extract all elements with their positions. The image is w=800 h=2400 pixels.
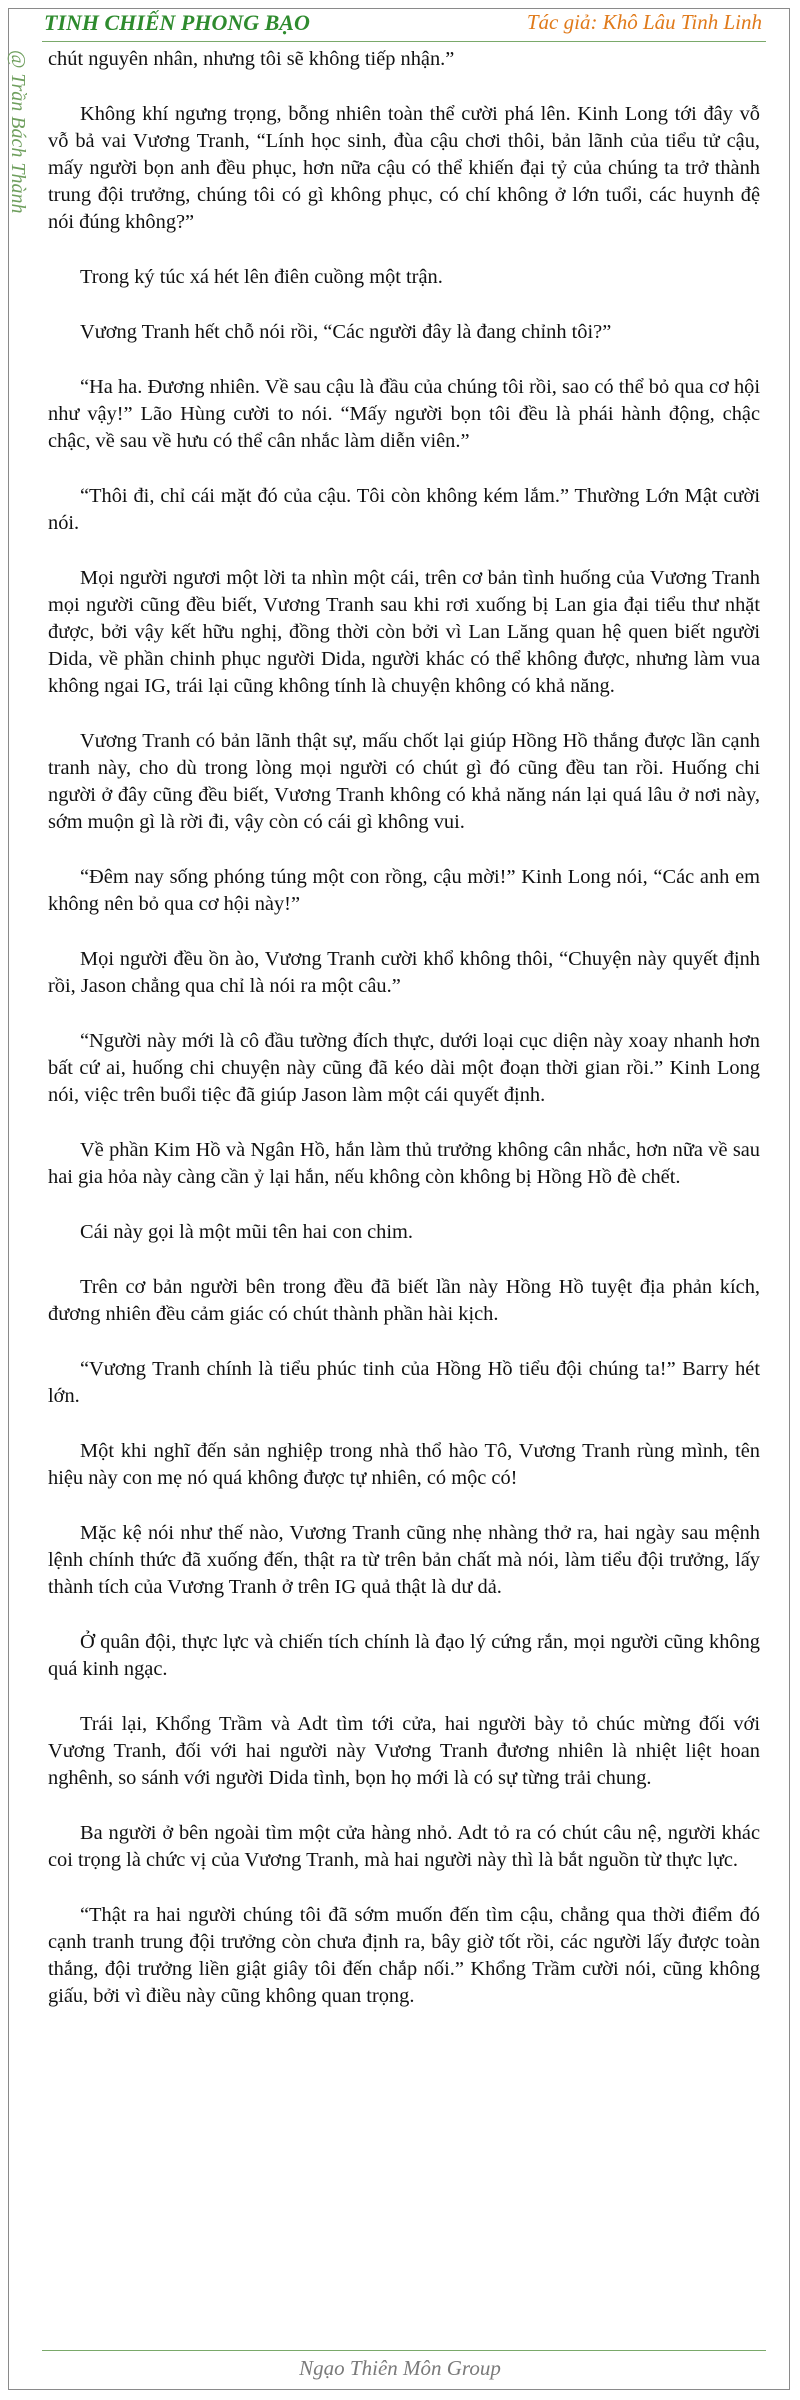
paragraph: Vương Tranh hết chỗ nói rồi, “Các người đây là đang chỉnh tôi?” (80, 321, 612, 343)
paragraph: “Thật ra hai người chúng tôi đã sớm muốn đến tìm cậu, chẳng qua thời điểm đó cạnh tranh trung đội trưởng còn chưa định ra, bây giờ tốt rồi, các người lấy được toàn thắng, đội trưởng liền giật giây tôi đến chắp nối.” Khổng Trầm cười nói, cũng không giấu, bởi vì điều này cũng không quan trọng. (48, 1904, 760, 2007)
header-divider (42, 41, 766, 42)
footer-credit: Ngạo Thiên Môn Group (299, 2356, 501, 2380)
paragraph: Cái này gọi là một mũi tên hai con chim. (80, 1221, 413, 1243)
page-header (0, 0, 800, 44)
paragraph: Về phần Kim Hồ và Ngân Hồ, hắn làm thủ trưởng không cân nhắc, hơn nữa về sau hai gia hỏa này càng cần ỷ lại hắn, nếu không còn không bị Hồng Hồ đè chết. (48, 1139, 760, 1188)
paragraph: “Người này mới là cô đầu tường đích thực, dưới loại cục diện này xoay nhanh hơn bất cứ ai, huống chi chuyện này cũng đã kéo dài một đoạn thời gian rồi.” Kinh Long nói, việc trên buổi tiệc đã giúp Jason làm một cái quyết định. (48, 1030, 760, 1106)
side-credit-name: Trần Bách Thành (7, 73, 29, 214)
paragraph: chút nguyên nhân, nhưng tôi sẽ không tiếp nhận.” (48, 48, 455, 70)
paragraph: “Vương Tranh chính là tiểu phúc tinh của Hồng Hồ tiểu đội chúng ta!” Barry hét lớn. (48, 1358, 760, 1407)
book-title: TINH CHIẾN PHONG BẠO (44, 10, 310, 35)
paragraph: Vương Tranh có bản lãnh thật sự, mấu chốt lại giúp Hồng Hồ thắng được lần cạnh tranh này, cho dù trong lòng mọi người có chút gì đó cũng đều tan rồi. Huống chi người ở đây cũng đều biết, Vương Tranh không có khả năng nán lại quá lâu ở nơi này, sớm muộn gì là rời đi, vậy còn có cái gì không vui. (48, 730, 760, 833)
paragraph: Ba người ở bên ngoài tìm một cửa hàng nhỏ. Adt tỏ ra có chút câu nệ, người khác coi trọng là chức vị của Vương Tranh, mà hai người này thì là bắt nguồn từ thực lực. (48, 1822, 760, 1871)
paragraph: Không khí ngưng trọng, bỗng nhiên toàn thể cười phá lên. Kinh Long tới đây vỗ vỗ bả vai Vương Tranh, “Lính học sinh, đùa cậu chơi thôi, bản lãnh của tiểu tử cậu, mấy người bọn anh đều phục, hơn nữa cậu có thể khiến đại tỷ của chúng ta trở thành trung đội trưởng, chúng tôi có gì không phục, có chí không ở lớn tuổi, các huynh đệ nói đúng không?” (48, 103, 760, 233)
paragraph: Trên cơ bản người bên trong đều đã biết lần này Hồng Hồ tuyệt địa phản kích, đương nhiên đều cảm giác có chút thành phần hài kịch. (48, 1276, 760, 1325)
paragraph: “Ha ha. Đương nhiên. Về sau cậu là đầu của chúng tôi rồi, sao có thể bỏ qua cơ hội như vậy!” Lão Hùng cười to nói. “Mấy người bọn tôi đều là phái hành động, chậc chậc, về sau về hưu có thể cân nhắc làm diễn viên.” (48, 376, 760, 452)
paragraph: Trong ký túc xá hét lên điên cuồng một trận. (80, 266, 443, 288)
footer-divider (42, 2350, 766, 2351)
author-credit: Tác giả: Khô Lâu Tinh Linh (526, 10, 762, 34)
side-credit-at: @ (7, 50, 29, 69)
paragraph: Một khi nghĩ đến sản nghiệp trong nhà thổ hào Tô, Vương Tranh rùng mình, tên hiệu này con mẹ nó quá không được tự nhiên, có mộc có! (48, 1440, 760, 1489)
paragraph: “Thôi đi, chỉ cái mặt đó của cậu. Tôi còn không kém lắm.” Thường Lớn Mật cười nói. (48, 485, 760, 534)
chapter-text (48, 46, 760, 2038)
paragraph: Mặc kệ nói như thế nào, Vương Tranh cũng nhẹ nhàng thở ra, hai ngày sau mệnh lệnh chính thức đã xuống đến, thật ra từ trên bản chất mà nói, làm tiểu đội trưởng, lấy thành tích của Vương Tranh ở trên IG quả thật là dư dả. (48, 1522, 760, 1598)
side-credit (6, 50, 29, 213)
paragraph: Trái lại, Khổng Trầm và Adt tìm tới cửa, hai người bày tỏ chúc mừng đối với Vương Tranh, đối với hai người này Vương Tranh đương nhiên là nhiệt liệt hoan nghênh, so sánh với người Dida tình, bọn họ mới là có sự từng trải chung. (48, 1713, 760, 1789)
paragraph: “Đêm nay sống phóng túng một con rồng, cậu mời!” Kinh Long nói, “Các anh em không nên bỏ qua cơ hội này!” (48, 866, 760, 915)
paragraph: Mọi người ngươi một lời ta nhìn một cái, trên cơ bản tình huống của Vương Tranh mọi người cũng đều biết, Vương Tranh sau khi rơi xuống bị Lan gia đại tiểu thư nhặt được, bởi vậy kết hữu nghị, đồng thời còn bởi vì Lan Lăng quan hệ quen biết người Dida, về phần chinh phục người Dida, người khác có thể không được, nhưng làm vua không ngai IG, trái lại cũng không tính là chuyện không có khả năng. (48, 567, 760, 697)
paragraph: Ở quân đội, thực lực và chiến tích chính là đạo lý cứng rắn, mọi người cũng không quá kinh ngạc. (48, 1631, 760, 1680)
paragraph: Mọi người đều ồn ào, Vương Tranh cười khổ không thôi, “Chuyện này quyết định rồi, Jason chẳng qua chỉ là nói ra một câu.” (48, 948, 760, 997)
